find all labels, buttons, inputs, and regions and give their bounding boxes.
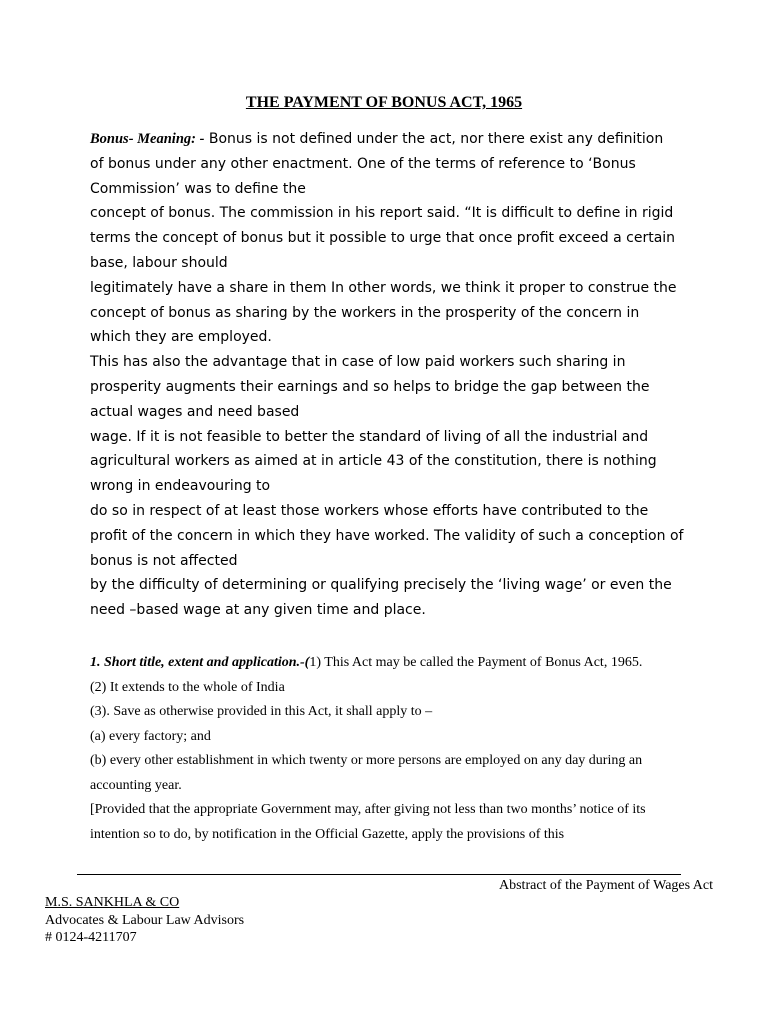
paragraph-line: terms the concept of bonus but it possible to urge that once profit exceed a certain bbox=[90, 230, 676, 247]
paragraph-line bbox=[90, 127, 690, 152]
section-heading: Short title, extent and application.-( bbox=[100, 655, 310, 670]
section-line: [Provided that the appropriate Government may, after giving not less than two months’ notice of its bbox=[90, 802, 646, 817]
section-line: (b) every other establishment in which twenty or more persons are employed on any day during an bbox=[90, 753, 643, 768]
paragraph-line: of bonus under any other enactment. One of the terms of reference to ‘Bonus bbox=[90, 155, 636, 172]
firm-name: M.S. SANKHLA & CO bbox=[45, 895, 180, 910]
paragraph-line: by the difficulty of determining or qualifying precisely the ‘living wage’ or even the bbox=[90, 577, 672, 594]
paragraph-line: This has also the advantage that in case of low paid workers such sharing in bbox=[90, 354, 626, 371]
section-line: intention so to do, by notification in the Official Gazette, apply the provisions of this bbox=[90, 826, 565, 842]
footer-abstract-label: Abstract of the Payment of Wages Act bbox=[499, 878, 714, 893]
bonus-meaning-heading: Bonus- Meaning: - bbox=[90, 131, 205, 147]
paragraph-line: bonus is not affected bbox=[90, 552, 238, 569]
footer-divider bbox=[77, 874, 681, 875]
section-line: (3). Save as otherwise provided in this Act, it shall apply to – bbox=[90, 704, 433, 719]
paragraph-line: concept of bonus as sharing by the workers in the prosperity of the concern in bbox=[90, 304, 640, 321]
section-1 bbox=[90, 651, 690, 847]
section-line: (2) It extends to the whole of India bbox=[90, 679, 285, 695]
section-text: 1) This Act may be called the Payment of Bonus Act, 1965. bbox=[309, 655, 643, 670]
footer-firm-block bbox=[45, 894, 244, 947]
section-line: accounting year. bbox=[90, 777, 182, 793]
section-number: 1. bbox=[90, 655, 101, 670]
paragraph-line: agricultural workers as aimed at in article 43 of the constitution, there is nothing bbox=[90, 453, 657, 470]
paragraph-line: base, labour should bbox=[90, 254, 228, 271]
paragraph-line: wage. If it is not feasible to better the standard of living of all the industrial and bbox=[90, 428, 649, 445]
paragraph-line: which they are employed. bbox=[90, 329, 272, 346]
paragraph-line: need –based wage at any given time and place. bbox=[90, 602, 426, 619]
paragraph-line: profit of the concern in which they have worked. The validity of such a conception of bbox=[90, 527, 684, 544]
paragraph-line: do so in respect of at least those workers whose efforts have contributed to the bbox=[90, 502, 649, 519]
paragraph-line: wrong in endeavouring to bbox=[90, 478, 271, 495]
firm-tagline: Advocates & Labour Law Advisors bbox=[45, 912, 245, 928]
paragraph-line: concept of bonus. The commission in his report said. “It is difficult to define in rigid bbox=[90, 205, 674, 222]
section-1-heading-line bbox=[90, 651, 690, 676]
firm-phone: # 0124-4211707 bbox=[45, 930, 137, 945]
paragraph-text: Bonus is not defined under the act, nor there exist any definition bbox=[204, 131, 664, 147]
document-title: THE PAYMENT OF BONUS ACT, 1965 bbox=[245, 94, 523, 111]
paragraph-line: actual wages and need based bbox=[90, 403, 300, 420]
paragraph-line: prosperity augments their earnings and so helps to bridge the gap between the bbox=[90, 378, 650, 395]
section-line: (a) every factory; and bbox=[90, 728, 211, 744]
paragraph-line: Commission’ was to define the bbox=[90, 180, 306, 197]
paragraph-line: legitimately have a share in them In other words, we think it proper to construe the bbox=[90, 279, 677, 296]
bonus-meaning-section bbox=[90, 127, 690, 623]
